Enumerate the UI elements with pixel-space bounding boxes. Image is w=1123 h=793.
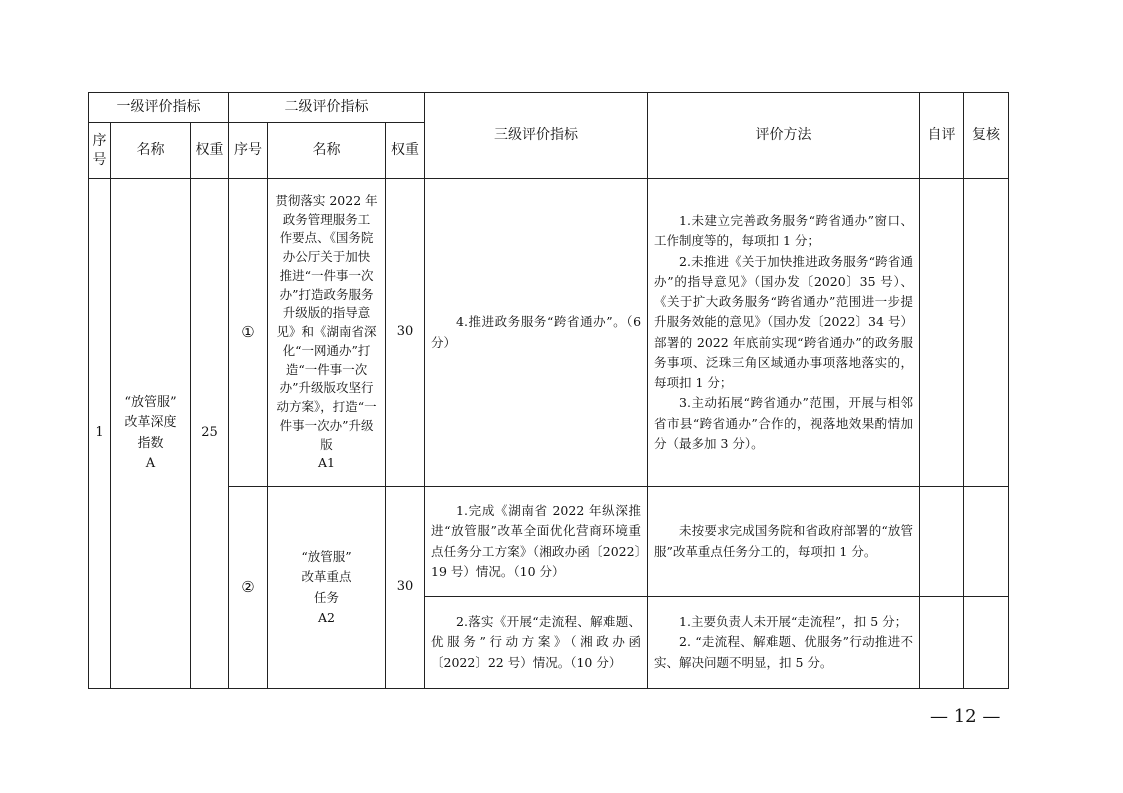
header-self-eval: 自评 — [920, 93, 964, 179]
header-weight2: 权重 — [386, 123, 425, 179]
sub2-item2-self-eval[interactable] — [920, 597, 964, 689]
sub1-level3: 4.推进政务服务“跨省通办”。（6 分） — [425, 179, 648, 487]
evaluation-table — [88, 92, 1009, 689]
header-level1: 一级评价指标 — [89, 93, 229, 123]
sub2-item1-method: 未按要求完成国务院和省政府部署的“放管服”改革重点任务分工的，每项扣 1 分。 — [648, 487, 920, 597]
sub1-name: 贯彻落实 2022 年 政务管理服务工 作要点、《国务院 办公厅关于加快 推进“一件事一次 办”打造政务服务 升级版的指导意 见》和《湖南省深 化“一网通办”打 造“一件事一次 办”升级版攻坚行 动方案》，打造“一 件事一次办”升级 版 A1 — [268, 179, 386, 487]
header-level3: 三级评价指标 — [425, 93, 648, 179]
sub1-review[interactable] — [964, 179, 1009, 487]
sub2-item2-level3: 2.落实《开展“走流程、解难题、优服务”行动方案》（湘政办函〔2022〕22 号）情况。（10 分） — [425, 597, 648, 689]
sub2-name: “放管服” 改革重点 任务 A2 — [268, 487, 386, 689]
page-number: — 12 — — [930, 706, 1001, 727]
header-weight1: 权重 — [191, 123, 229, 179]
sub1-self-eval[interactable] — [920, 179, 964, 487]
sub2-weight: 30 — [386, 487, 425, 689]
level1-weight: 25 — [191, 179, 229, 689]
level1-name: “放管服” 改革深度 指数 A — [111, 179, 191, 689]
sub2-item1-review[interactable] — [964, 487, 1009, 597]
sub2-item2-method: 1.主要负责人未开展“走流程”，扣 5 分； 2. “走流程、解难题、优服务”行动推进不实、解决问题不明显，扣 5 分。 — [648, 597, 920, 689]
header-level2: 二级评价指标 — [229, 93, 425, 123]
header-name1: 名称 — [111, 123, 191, 179]
header-name2: 名称 — [268, 123, 386, 179]
header-method: 评价方法 — [648, 93, 920, 179]
header-review: 复核 — [964, 93, 1009, 179]
sub1-seq: ① — [229, 179, 268, 487]
sub1-weight: 30 — [386, 179, 425, 487]
header-seq2: 序号 — [229, 123, 268, 179]
row-seq: 1 — [89, 179, 111, 689]
sub2-item1-self-eval[interactable] — [920, 487, 964, 597]
header-seq1: 序号 — [89, 123, 111, 179]
sub2-item2-review[interactable] — [964, 597, 1009, 689]
sub2-seq: ② — [229, 487, 268, 689]
sub1-method: 1.未建立完善政务服务“跨省通办”窗口、工作制度等的，每项扣 1 分； 2.未推进《关于加快推进政务服务“跨省通办”的指导意见》（国办发〔2020〕35 号）、《关于扩大政务服务“跨省通办”范围进一步提升服务效能的意见》（国办发〔2022〕34 号）部署的 2022 年底前实现“跨省通办”的政务服务事项、泛珠三角区域通办事项落地落实的，每项扣 1 分； 3.主动拓展“跨省通办”范围，开展与相邻省市县“跨省通办”合作的，视落地效果酌情加分（最多加 3 分）。 — [648, 179, 920, 487]
sub2-item1-level3: 1.完成《湖南省 2022 年纵深推进“放管服”改革全面优化营商环境重点任务分工方案》（湘政办函〔2022〕19 号）情况。（10 分） — [425, 487, 648, 597]
